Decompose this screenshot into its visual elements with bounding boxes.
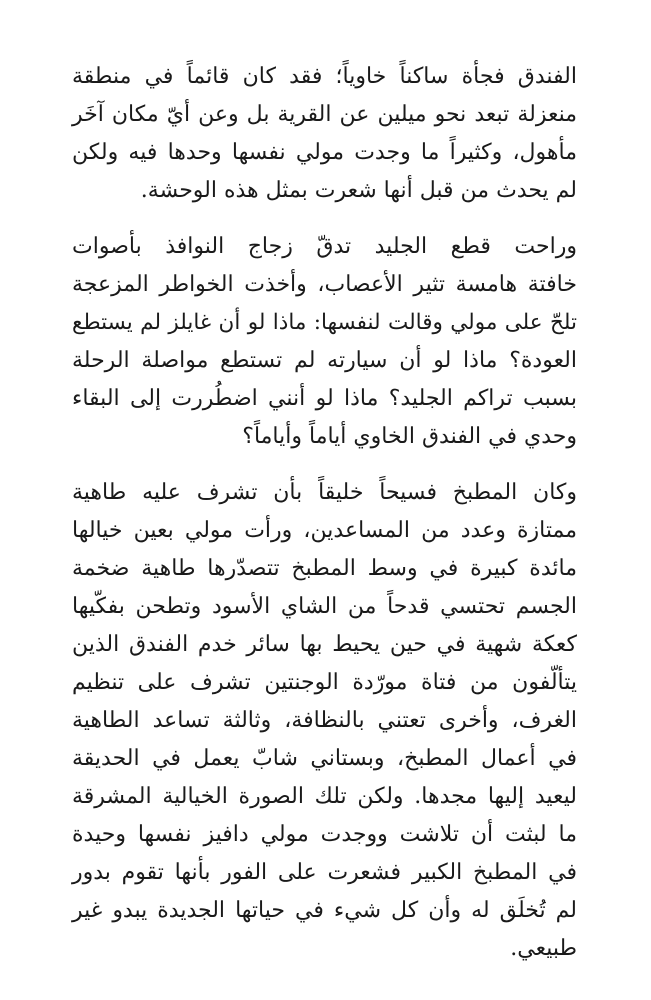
text-line: خافتة هامسة تثير الأعصاب، وأخذت الخواطر المزعجة: [72, 272, 577, 297]
text-line: ممتازة وعدد من المساعدين، ورأت مولي بعين خيالها: [72, 518, 577, 543]
text-line: لم يحدث من قبل أنها شعرت بمثل هذه الوحشة.: [140, 178, 577, 203]
paragraph-2: [72, 228, 577, 456]
text-line: ما لبثت أن تلاشت ووجدت مولي دافيز نفسها وحيدة: [72, 822, 577, 847]
text-line: وراحت قطع الجليد تدقّ زجاج النوافذ بأصوات: [72, 234, 577, 259]
text-line: لم تُخلَق له وأن كل شيء في حياتها الجديدة يبدو غير: [72, 898, 577, 923]
text-line: وكان المطبخ فسيحاً خليقاً بأن تشرف عليه طاهية: [72, 480, 577, 505]
text-line: في المطبخ الكبير فشعرت على الفور بأنها تقوم بدور: [72, 860, 577, 885]
text-line: الفندق فجأة ساكناً خاوياً؛ فقد كان قائماً في منطقة: [72, 64, 577, 89]
text-line: منعزلة تبعد نحو ميلين عن القرية بل وعن أيّ مكان آخَر: [72, 102, 577, 127]
text-line: الغرف، وأخرى تعتني بالنظافة، وثالثة تساعد الطاهية: [72, 708, 577, 733]
paragraph-gap: [72, 456, 577, 474]
text-line: الجسم تحتسي قدحاً من الشاي الأسود وتطحن بفكّيها: [72, 594, 577, 619]
paragraph-3: [72, 474, 577, 968]
text-line: في أعمال المطبخ، وبستاني شابّ يعمل في الحديقة: [72, 746, 577, 771]
text-line: تلحّ على مولي وقالت لنفسها: ماذا لو أن غايلز لم يستطع: [72, 310, 577, 335]
text-line: كعكة شهية في حين يحيط بها سائر خدم الفندق الذين: [72, 632, 577, 657]
paragraph-gap: [72, 210, 577, 228]
text-line: مائدة كبيرة في وسط المطبخ تتصدّرها طاهية ضخمة: [72, 556, 577, 581]
text-line: العودة؟ ماذا لو أن سيارته لم تستطع مواصلة الرحلة: [72, 348, 577, 373]
text-line: وحدي في الفندق الخاوي أياماً وأياماً؟: [242, 424, 577, 449]
text-line: يتألّفون من فتاة مورّدة الوجنتين تشرف على تنظيم: [72, 670, 577, 695]
text-line: بسبب تراكم الجليد؟ ماذا لو أنني اضطُررت إلى البقاء: [72, 386, 577, 411]
text-line: ليعيد إليها مجدها. ولكن تلك الصورة الخيالية المشرقة: [72, 784, 577, 809]
paragraph-1: [72, 58, 577, 210]
text-line: مأهول، وكثيراً ما وجدت مولي نفسها وحدها فيه ولكن: [72, 140, 577, 165]
text-line: طبيعي.: [510, 936, 577, 961]
